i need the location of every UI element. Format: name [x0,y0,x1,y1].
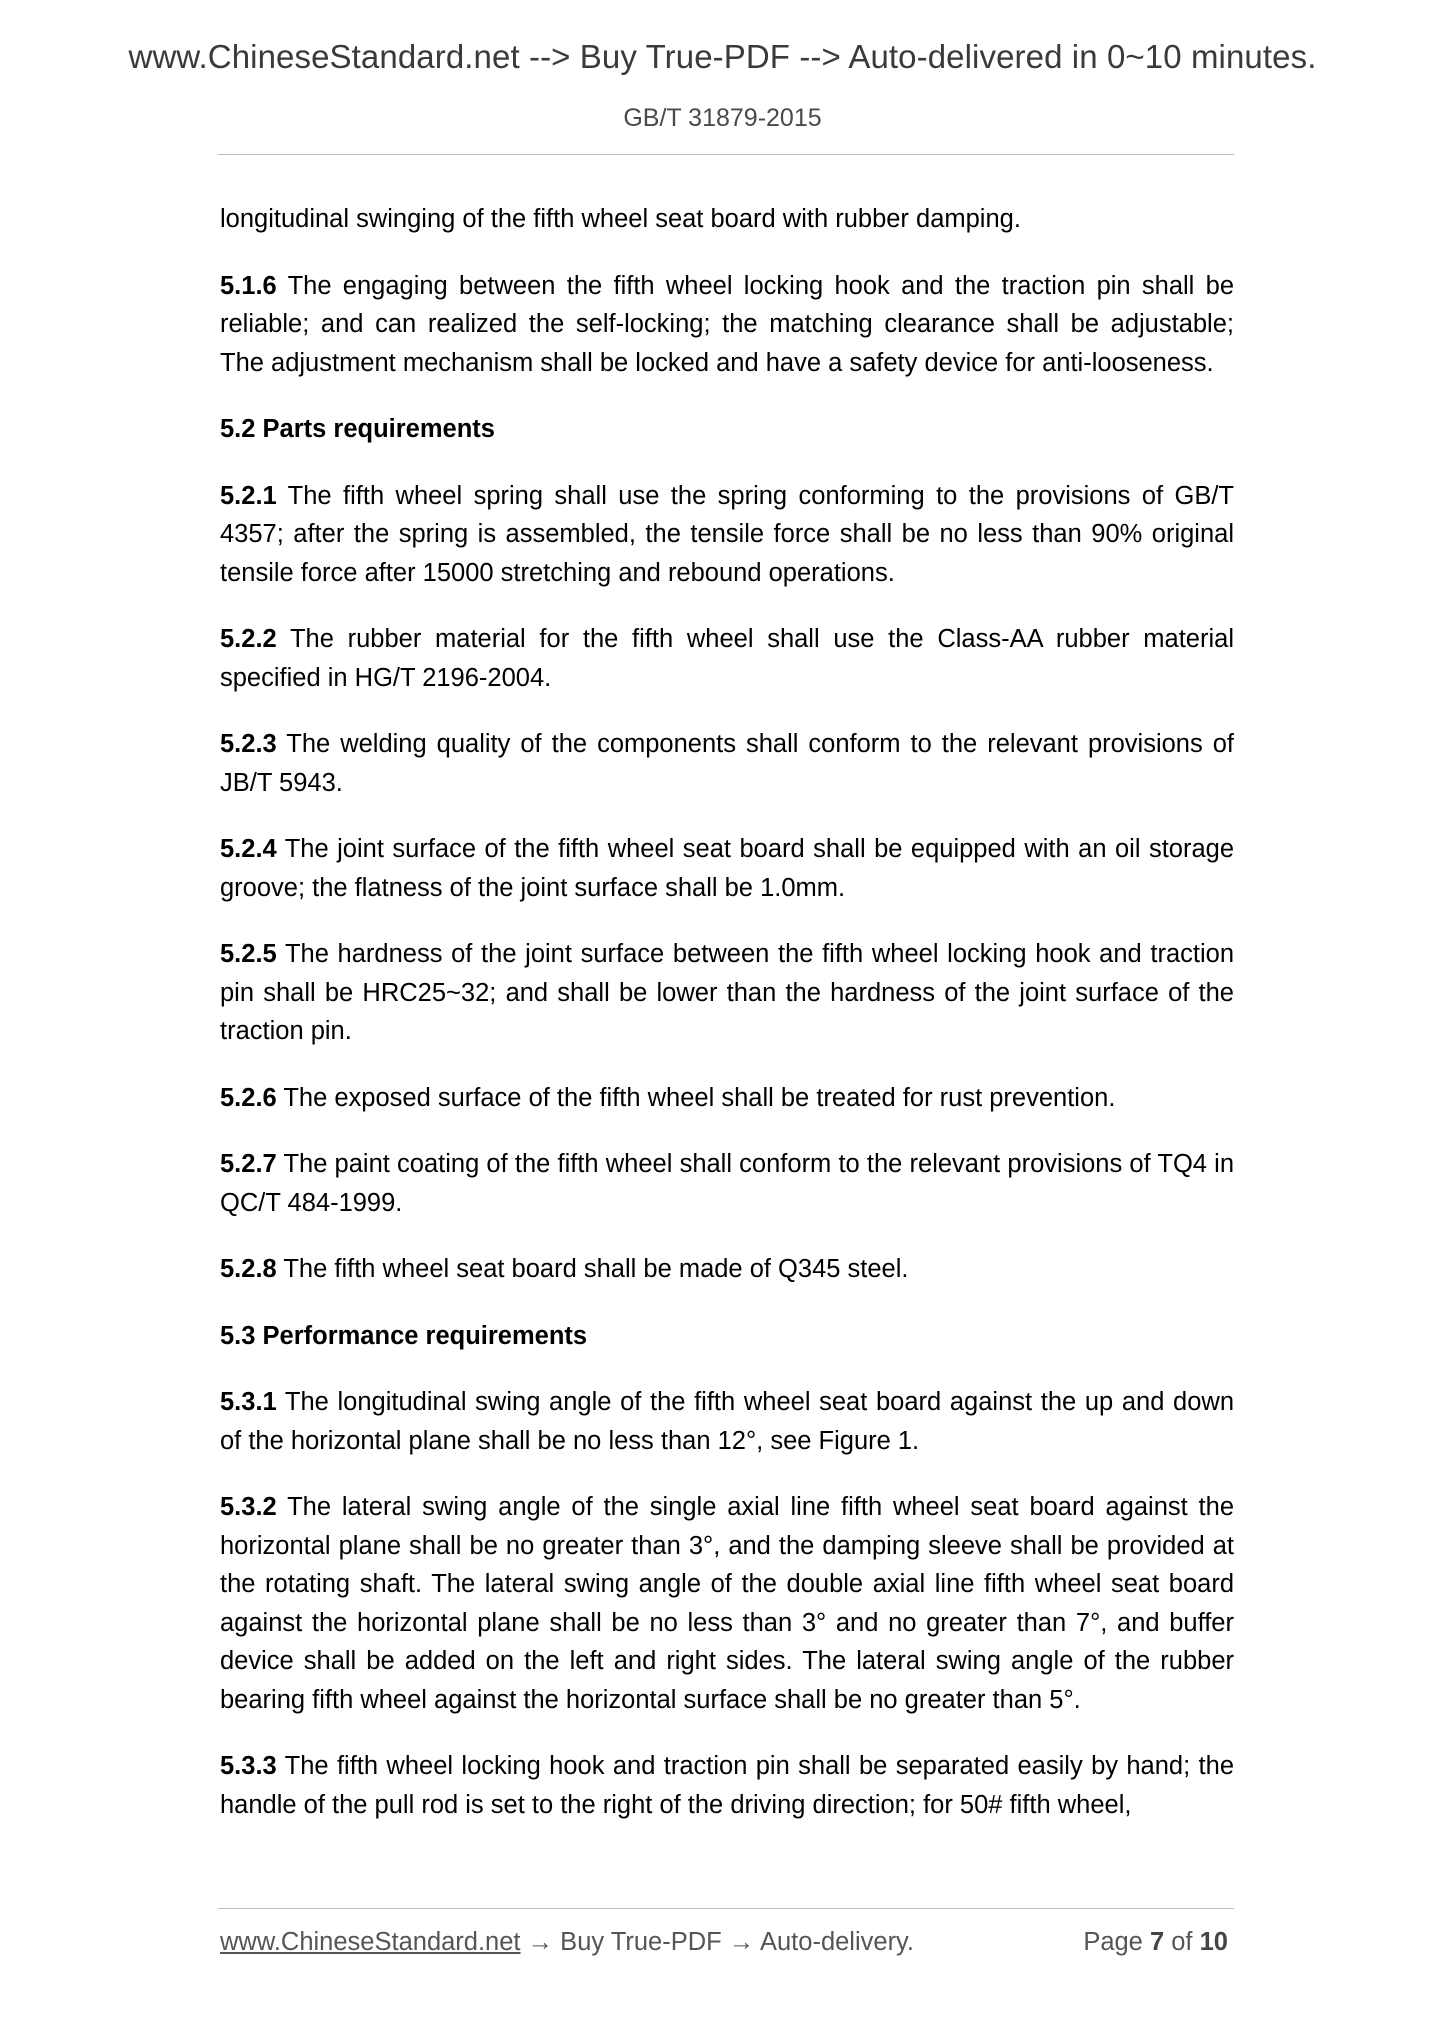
clause-5-2-2 [220,620,1234,697]
clause-5-2-4 [220,830,1234,907]
clause-text: The exposed surface of the fifth wheel shall be treated for rust prevention. [283,1083,1116,1112]
footer-tagline: → Buy True-PDF → Auto-delivery. [520,1928,914,1956]
clause-number: 5.2.5 [220,940,277,968]
clause-text: The rubber material for the fifth wheel shall use the Class-AA rubber material specified in HG/T 2196-2004. [220,625,1234,692]
header-divider [218,154,1234,155]
clause-5-3-3 [220,1747,1234,1824]
top-banner: www.ChineseStandard.net --> Buy True-PDF --> Auto-delivered in 0~10 minutes. [128,38,1317,75]
section-heading-5-2: 5.2 Parts requirements [220,415,495,443]
clause-text: The longitudinal swing angle of the fifth wheel seat board against the up and down of the horizontal plane shall be no less than 12°, see Figure 1. [220,1388,1235,1455]
clause-text: The fifth wheel spring shall use the spring conforming to the provisions of GB/T 4357; after the spring is assembled, the tensile force shall be no less than 90% original tensile force after 15000 stretching and rebound operations. [220,481,1235,587]
clause-number: 5.2.7 [220,1150,277,1178]
section-heading-5-3: 5.3 Performance requirements [220,1321,588,1350]
clause-5-2-5 [220,935,1234,1051]
clause-5-1-6 [220,267,1234,383]
clause-text: The hardness of the joint surface between the fifth wheel locking hook and traction pin shall be HRC25~32; and shall be lower than the hardness of the joint surface of the traction pin. [220,940,1235,1045]
clause-number: 5.2.2 [220,625,277,653]
clause-5-2-7 [220,1145,1234,1222]
clause-text: The lateral swing angle of the single axial line fifth wheel seat board against the horizontal plane shall be no greater than 3°, and the damping sleeve shall be provided at the rotating shaft. The lateral swing angle of the double axial line fifth wheel seat board against the horizontal plane shall be no less than 3° and no greater than 7°, and buffer device shall be added on the left and right sides. The lateral swing angle of the rubber bearing fifth wheel against the horizontal surface shall be no greater than 5°. [220,1493,1235,1714]
clause-5-2-1 [220,477,1234,593]
page-current: 7 [1149,1928,1165,1956]
document-body [220,200,1234,1852]
clause-number: 5.2.3 [220,730,277,758]
clause-text: The joint surface of the fifth wheel seat board shall be equipped with an oil storage groove; the flatness of the joint surface shall be 1.0mm. [220,835,1235,902]
clause-number: 5.2.6 [220,1083,277,1112]
clause-number: 5.3.1 [220,1388,277,1416]
page-indicator [1083,1928,1228,1957]
clause-text: The welding quality of the components shall conform to the relevant provisions of JB/T 5943. [220,730,1235,797]
clause-number: 5.3.2 [220,1493,277,1521]
standard-code: GB/T 31879-2015 [623,104,822,132]
clause-5-2-3 [220,725,1234,802]
footer-site-link[interactable]: www.ChineseStandard.net [220,1928,521,1956]
page-total: 10 [1199,1928,1228,1956]
clause-text: The engaging between the fifth wheel locking hook and the traction pin shall be reliable; and can realized the self-locking; the matching clearance shall be adjustable; The adjustment mechanism shall be locked and have a safety device for anti-looseness. [220,271,1234,377]
clause-number: 5.2.4 [220,835,277,863]
clause-number: 5.3.3 [220,1752,277,1780]
clause-number: 5.1.6 [220,271,277,300]
clause-5-3-1 [220,1383,1234,1460]
paragraph-continuation: longitudinal swinging of the fifth wheel seat board with rubber damping. [220,205,1021,233]
page-of-label: of [1171,1928,1193,1956]
clause-number: 5.2.8 [220,1255,277,1283]
clause-5-2-6 [220,1079,1234,1118]
page-footer [220,1928,1228,1957]
clause-text: The paint coating of the fifth wheel shall conform to the relevant provisions of TQ4 in QC/T 484-1999. [220,1150,1235,1217]
footer-divider [218,1908,1234,1909]
clause-5-2-8 [220,1250,1234,1289]
clause-text: The fifth wheel locking hook and traction pin shall be separated easily by hand; the handle of the pull rod is set to the right of the driving direction; for 50# fifth wheel, [220,1752,1235,1819]
page-label: Page [1083,1928,1143,1956]
clause-5-3-2 [220,1488,1234,1719]
clause-number: 5.2.1 [220,481,277,510]
clause-text: The fifth wheel seat board shall be made of Q345 steel. [283,1255,909,1283]
